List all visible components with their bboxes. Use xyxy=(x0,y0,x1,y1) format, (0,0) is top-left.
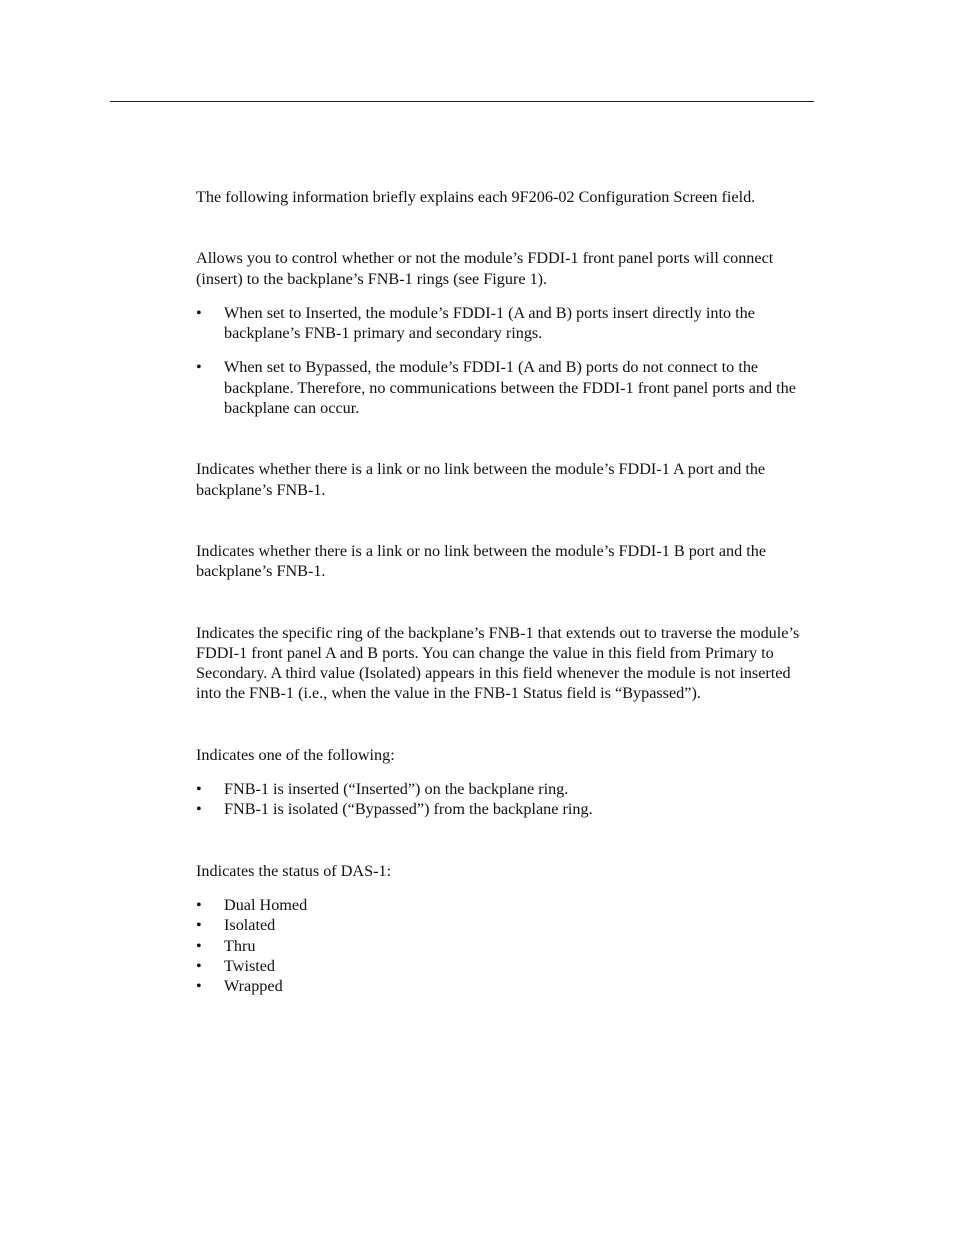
section-body: Allows you to control whether or not the module’s FDDI-1 front panel ports will connect (insert) to the backplane’s FNB-1 rings (see Figure 1). xyxy=(196,249,774,288)
list-item xyxy=(196,303,814,344)
bullet-marker: • xyxy=(196,358,202,377)
document-body xyxy=(196,187,814,996)
bullet-marker: • xyxy=(196,895,202,914)
section-body: Indicates the status of DAS-1: xyxy=(196,861,392,880)
bullet-marker: • xyxy=(196,916,202,935)
list-item xyxy=(196,956,814,976)
list-item-text: When set to Bypassed, the module’s FDDI-1 (A and B) ports do not connect to the backplane. Therefore, no communications between the FDDI-1 front panel ports and the backplane can occur. xyxy=(224,358,796,418)
list-item xyxy=(196,936,814,956)
list-item-text: Dual Homed xyxy=(224,895,308,914)
section-fnb1-status xyxy=(196,248,814,418)
list-item-text: FNB-1 is inserted (“Inserted”) on the backplane ring. xyxy=(224,780,569,799)
section-body: Indicates whether there is a link or no link between the module’s FDDI-1 B port and the backplane’s FNB-1. xyxy=(196,541,767,581)
bullet-marker: • xyxy=(196,936,202,955)
header-rule xyxy=(110,101,814,102)
section-fnb1-state xyxy=(196,745,814,820)
list-item xyxy=(196,895,814,915)
list-item xyxy=(196,779,814,799)
bullet-list xyxy=(196,303,814,418)
list-item-text: When set to Inserted, the module’s FDDI-1 (A and B) ports insert directly into the backplane’s FNB-1 primary and secondary rings. xyxy=(224,303,755,343)
section-body: Indicates whether there is a link or no link between the module’s FDDI-1 A port and the backplane’s FNB-1. xyxy=(196,460,766,499)
section-port-b-link xyxy=(196,541,814,582)
section-ring xyxy=(196,623,814,704)
list-item-text: Wrapped xyxy=(224,977,283,996)
bullet-marker: • xyxy=(196,956,202,975)
list-item xyxy=(196,976,814,996)
list-item xyxy=(196,915,814,935)
bullet-marker: • xyxy=(196,303,202,322)
bullet-marker: • xyxy=(196,780,202,799)
section-body: Indicates one of the following: xyxy=(196,745,395,764)
list-item-text: Isolated xyxy=(224,916,276,935)
section-body: Indicates the specific ring of the backplane’s FNB-1 that extends out to traverse the module’s FDDI-1 front panel A and B ports. You can change the value in this field from Primary to Secondary. A third value (Isolated) appears in this field whenever the module is not inserted into the FNB-1 (i.e., when the value in the FNB-1 Status field is “Bypassed”). xyxy=(196,623,800,703)
bullet-list xyxy=(196,895,814,996)
bullet-marker: • xyxy=(196,800,202,819)
list-item-text: FNB-1 is isolated (“Bypassed”) from the backplane ring. xyxy=(224,800,593,819)
bullet-list xyxy=(196,779,814,820)
list-item-text: Thru xyxy=(224,936,256,955)
list-item xyxy=(196,799,814,819)
bullet-marker: • xyxy=(196,977,202,996)
list-item xyxy=(196,357,814,418)
list-item-text: Twisted xyxy=(224,956,276,975)
intro-paragraph: The following information briefly explains each 9F206-02 Configuration Screen field. xyxy=(196,188,756,206)
section-das1-status xyxy=(196,861,814,997)
section-port-a-link xyxy=(196,459,814,500)
